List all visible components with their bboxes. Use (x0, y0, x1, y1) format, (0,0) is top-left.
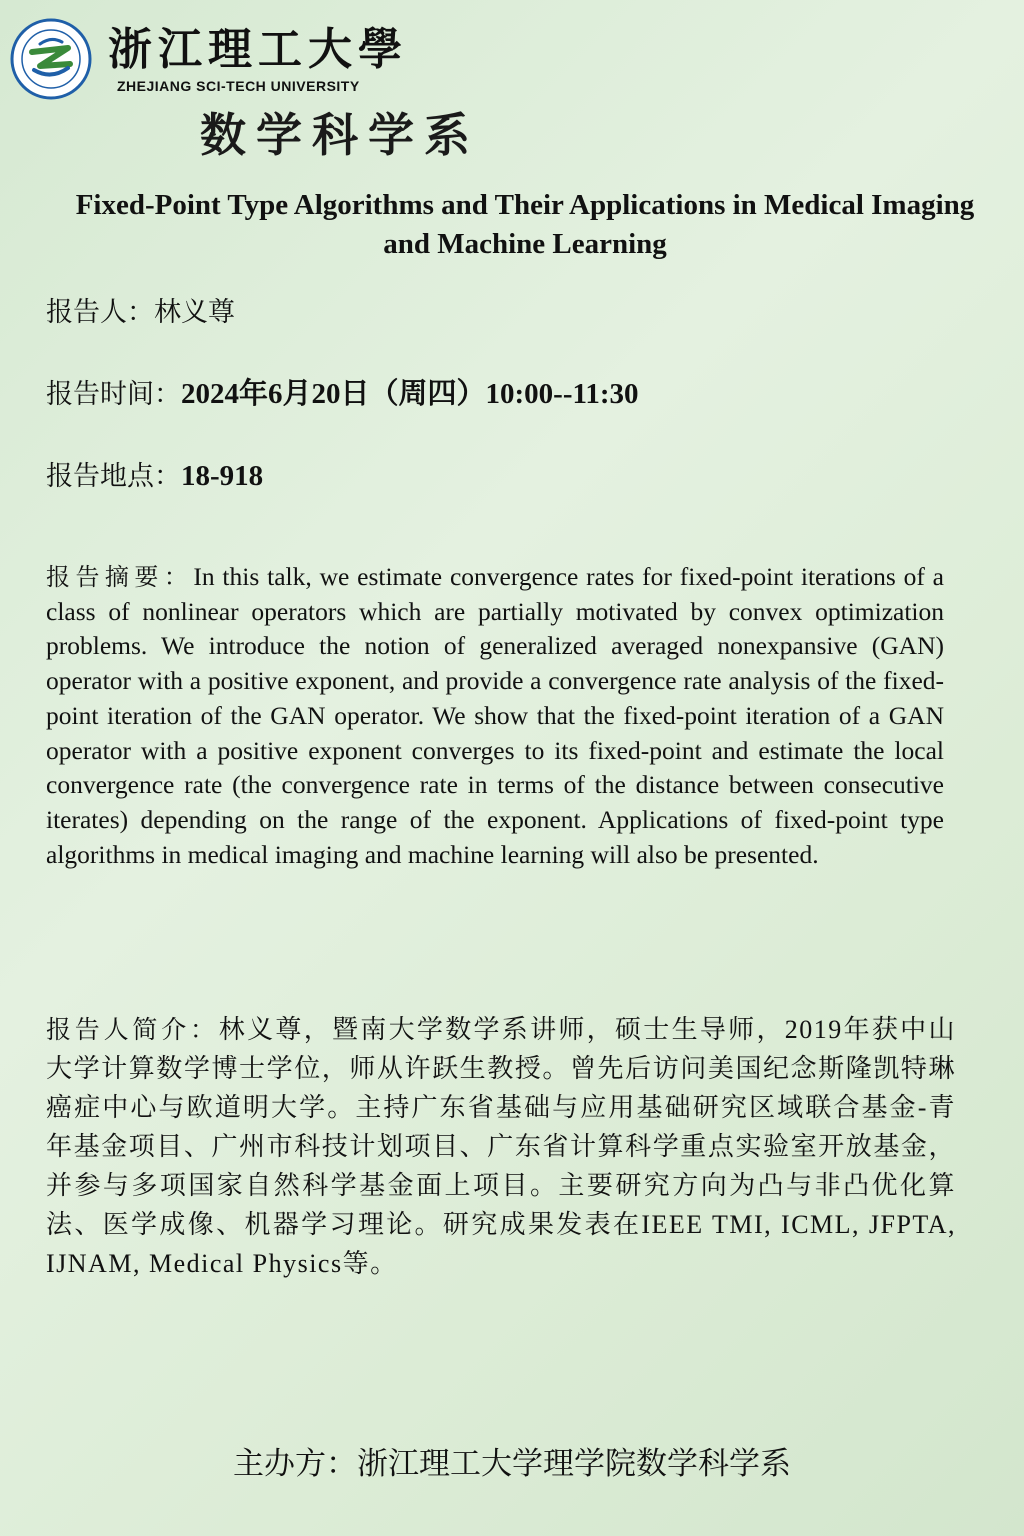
time-value: 2024年6月20日（周四）10:00--11:30 (181, 378, 639, 410)
university-name-cn: 浙江理工大學 (108, 24, 408, 75)
university-name-en: ZHEJIANG SCI-TECH UNIVERSITY (117, 78, 360, 94)
place-label: 报告地点： (46, 461, 181, 492)
department-name: 数学科学系 (200, 108, 480, 162)
time-label: 报告时间： (46, 379, 181, 410)
bio-text: 林义尊，暨南大学数学系讲师，硕士生导师，2019年获中山大学计算数学博士学位，师从许跃生教授。曾先后访问美国纪念斯隆凯特琳癌症中心与欧道明大学。主持广东省基础与应用基础研究区域联合基金-青年基金项目、广州市科技计划项目、广东省计算科学重点实验室开放基金，并参与多项国家自然科学基金面上项目。主要研究方向为凸与非凸优化算法、医学成像、机器学习理论。研究成果发表在IEEE TMI, ICML, JFPTA, IJNAM, Medical Physics等。 (46, 1015, 956, 1278)
place-line (46, 458, 263, 495)
university-logo (10, 18, 92, 100)
speaker-name: 林义尊 (154, 297, 235, 328)
bio-section (46, 1010, 956, 1283)
speaker-label: 报告人： (46, 297, 154, 328)
abstract-section (46, 560, 944, 872)
bio-label: 报告人简介： (46, 1015, 219, 1044)
university-seal-icon (10, 18, 92, 100)
talk-title: Fixed-Point Type Algorithms and Their Applications in Medical Imaging and Machine Learning (75, 189, 975, 260)
time-line (46, 376, 639, 413)
abstract-label: 报告摘要： (46, 563, 194, 591)
abstract-text: In this talk, we estimate convergence rates for fixed-point iterations of a class of nonlinear operators which are partially motivated by convex optimization problems. We introduce the notion of generalized averaged nonexpansive (GAN) operator with a positive exponent, and provide a convergence rate analysis of the fixed-point iteration of the GAN operator. We show that the fixed-point iteration of a GAN operator with a positive exponent converges to its fixed-point and estimate the local convergence rate (the convergence rate in terms of the distance between consecutive iterates) depending on the range of the exponent. Applications of fixed-point type algorithms in medical imaging and machine learning will also be presented. (46, 562, 944, 869)
place-value: 18-918 (181, 460, 264, 492)
speaker-line (46, 294, 235, 331)
organizer: 主办方：浙江理工大学理学院数学科学系 (233, 1446, 791, 1482)
